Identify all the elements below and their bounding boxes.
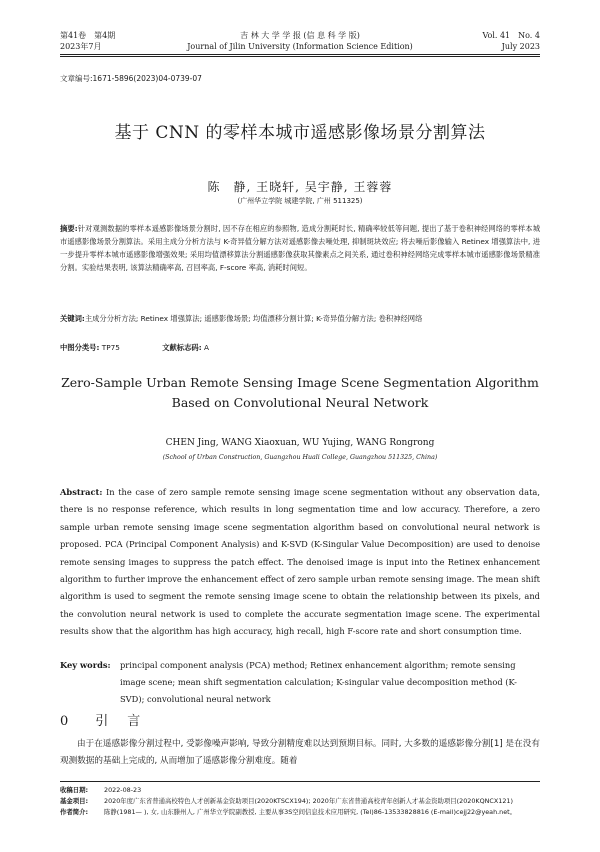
footnote-rule <box>60 781 540 782</box>
abstract-cn <box>60 222 540 274</box>
keywords-cn-text: 主成分分析方法; Retinex 增强算法; 遥感影像场景; 均值漂移分割计算; K-奇异值分解方法; 卷积神经网络 <box>84 314 423 323</box>
received-value: 2022-08-23 <box>104 786 142 794</box>
paper-title-cn: 基于 CNN 的零样本城市遥感影像场景分割算法 <box>114 123 486 143</box>
fund-label: 基金项目: <box>60 797 89 805</box>
authors-en: CHEN Jing, WANG Xiaoxuan, WU Yujing, WANG Rongrong <box>165 438 435 448</box>
header-date-cn: 2023年7月 <box>60 42 102 51</box>
keywords-cn <box>60 312 540 325</box>
abstract-en-text: In the case of zero sample remote sensing image scene segmentation without any observation data, there is no response reference, which results in long segmentation time and low accuracy. Therefore, a zero sample urban remote sensing image scene segmentation algorithm based on convolutional neural network is proposed. PCA (Principal Component Analysis) and K-SVD (K-Singular Value Decomposition) are used to denoise remote sensing images to suppress the patch effect. The denoised image is input into the Retinex enhancement algorithm to further improve the enhancement effect of zero sample urban remote sensing image. The mean shift algorithm is used to segment the remote sensing image scene to obtain the relationship between its pixels, and the convolution neural network is used to complete the accurate segmentation image scene. The experimental results show that the algorithm has high accuracy, high recall, high F-score rate and short consumption time. <box>60 487 540 637</box>
author-bio-label: 作者简介: <box>60 808 89 816</box>
affiliation-en: (School of Urban Construction, Guangzhou Huali College, Guangzhou 511325, China) <box>162 454 438 461</box>
authors-cn: 陈 静, 王晓轩, 吴宇静, 王蓉蓉 <box>207 180 393 194</box>
doc-label: 文献标志码: <box>162 343 202 352</box>
doc-value: A <box>203 343 209 352</box>
footnote-received <box>60 785 540 796</box>
clc-label: 中图分类号: <box>60 343 100 352</box>
paper-title-en <box>60 373 540 413</box>
intro-paragraph: 由于在遥感影像分割过程中, 受影像噪声影响, 导致分割精度难以达到预期目标。同时, 大多数的遥感影像分割[1] 是在没有观测数据的基础上完成的, 从而增加了遥感影像分割难度。随着 <box>60 739 540 766</box>
clc-number <box>60 343 120 352</box>
abstract-en <box>60 484 540 641</box>
section-number: 0 <box>60 714 72 729</box>
keywords-en-text: principal component analysis (PCA) method; Retinex enhancement algorithm; remote sensing image scene; mean shift segmentation calculation; K-singular value decomposition method (K-SVD); convolutional neural network <box>120 660 517 704</box>
header-volume: 第41卷 第4期 <box>60 31 116 40</box>
header-rule <box>60 54 540 55</box>
footnote-author <box>60 807 540 818</box>
keywords-cn-label: 关键词: <box>60 314 85 323</box>
keywords-en-label: Key words: <box>60 660 111 670</box>
classification-cn <box>60 343 249 353</box>
footnote-fund <box>60 796 540 807</box>
header-journal-en: Journal of Jilin University (Information Science Edition) <box>187 42 413 51</box>
article-number: 文章编号:1671-5896(2023)04-0739-07 <box>60 74 202 83</box>
title-en-line2: Based on Convolutional Neural Network <box>171 395 429 410</box>
section-heading <box>60 710 143 729</box>
header-date-en: July 2023 <box>501 42 540 51</box>
fund-value: 2020年度广东省普通高校特色人才创新基金资助项目(2020KTSCX194); 2020年广东省普通高校青年创新人才基金资助项目(2020KQNCX121) <box>104 797 513 805</box>
header-volume-en: Vol. 41 No. 4 <box>482 31 540 40</box>
author-bio-value: 陈静(1981— ), 女, 山东滕州人, 广州华立学院副教授, 主要从事3S空间信息技术应用研究, (Tel)86-13533828816 (E-mail)cejj22@yeah.net。 <box>104 808 517 816</box>
clc-value: TP75 <box>101 343 120 352</box>
header-journal-cn: 吉 林 大 学 学 报 (信 息 科 学 版) <box>240 31 360 40</box>
section-title: 引 言 <box>95 714 144 729</box>
affiliation-cn: (广州华立学院 城建学院, 广州 511325) <box>237 197 363 205</box>
doc-code <box>162 343 209 352</box>
header-center <box>60 30 540 52</box>
abstract-cn-label: 摘要: <box>60 224 78 233</box>
keywords-en <box>60 657 540 708</box>
received-label: 收稿日期: <box>60 786 89 794</box>
header-right <box>482 30 540 52</box>
footnotes <box>60 785 540 818</box>
title-en-line1: Zero-Sample Urban Remote Sensing Image Scene Segmentation Algorithm <box>61 375 539 390</box>
abstract-cn-text: 针对观测数据的零样本遥感影像场景分割时, 因不存在相应的参照物, 造成分割耗时长, 精确率较低等问题, 提出了基于卷积神经网络的零样本城市遥感影像场景分割算法。采用主成分分析方法与 K-奇异值分解方法对遥感影像去噪处理, 抑制斑块效应; 将去噪后影像输入 Retinex 增强算法中, 进一步提升零样本城市遥感影像增强效果; 采用均值漂移算法分割遥感影像获取其像素点之间关系, 通过卷积神经网络完成零样本城市遥感影像场景精准分割。实验结果表明, 该算法精确率高, 召回率高, F-score 率高, 消耗时间短。 <box>60 224 540 272</box>
header-rule-second <box>60 56 540 57</box>
abstract-en-label: Abstract: <box>60 487 103 497</box>
